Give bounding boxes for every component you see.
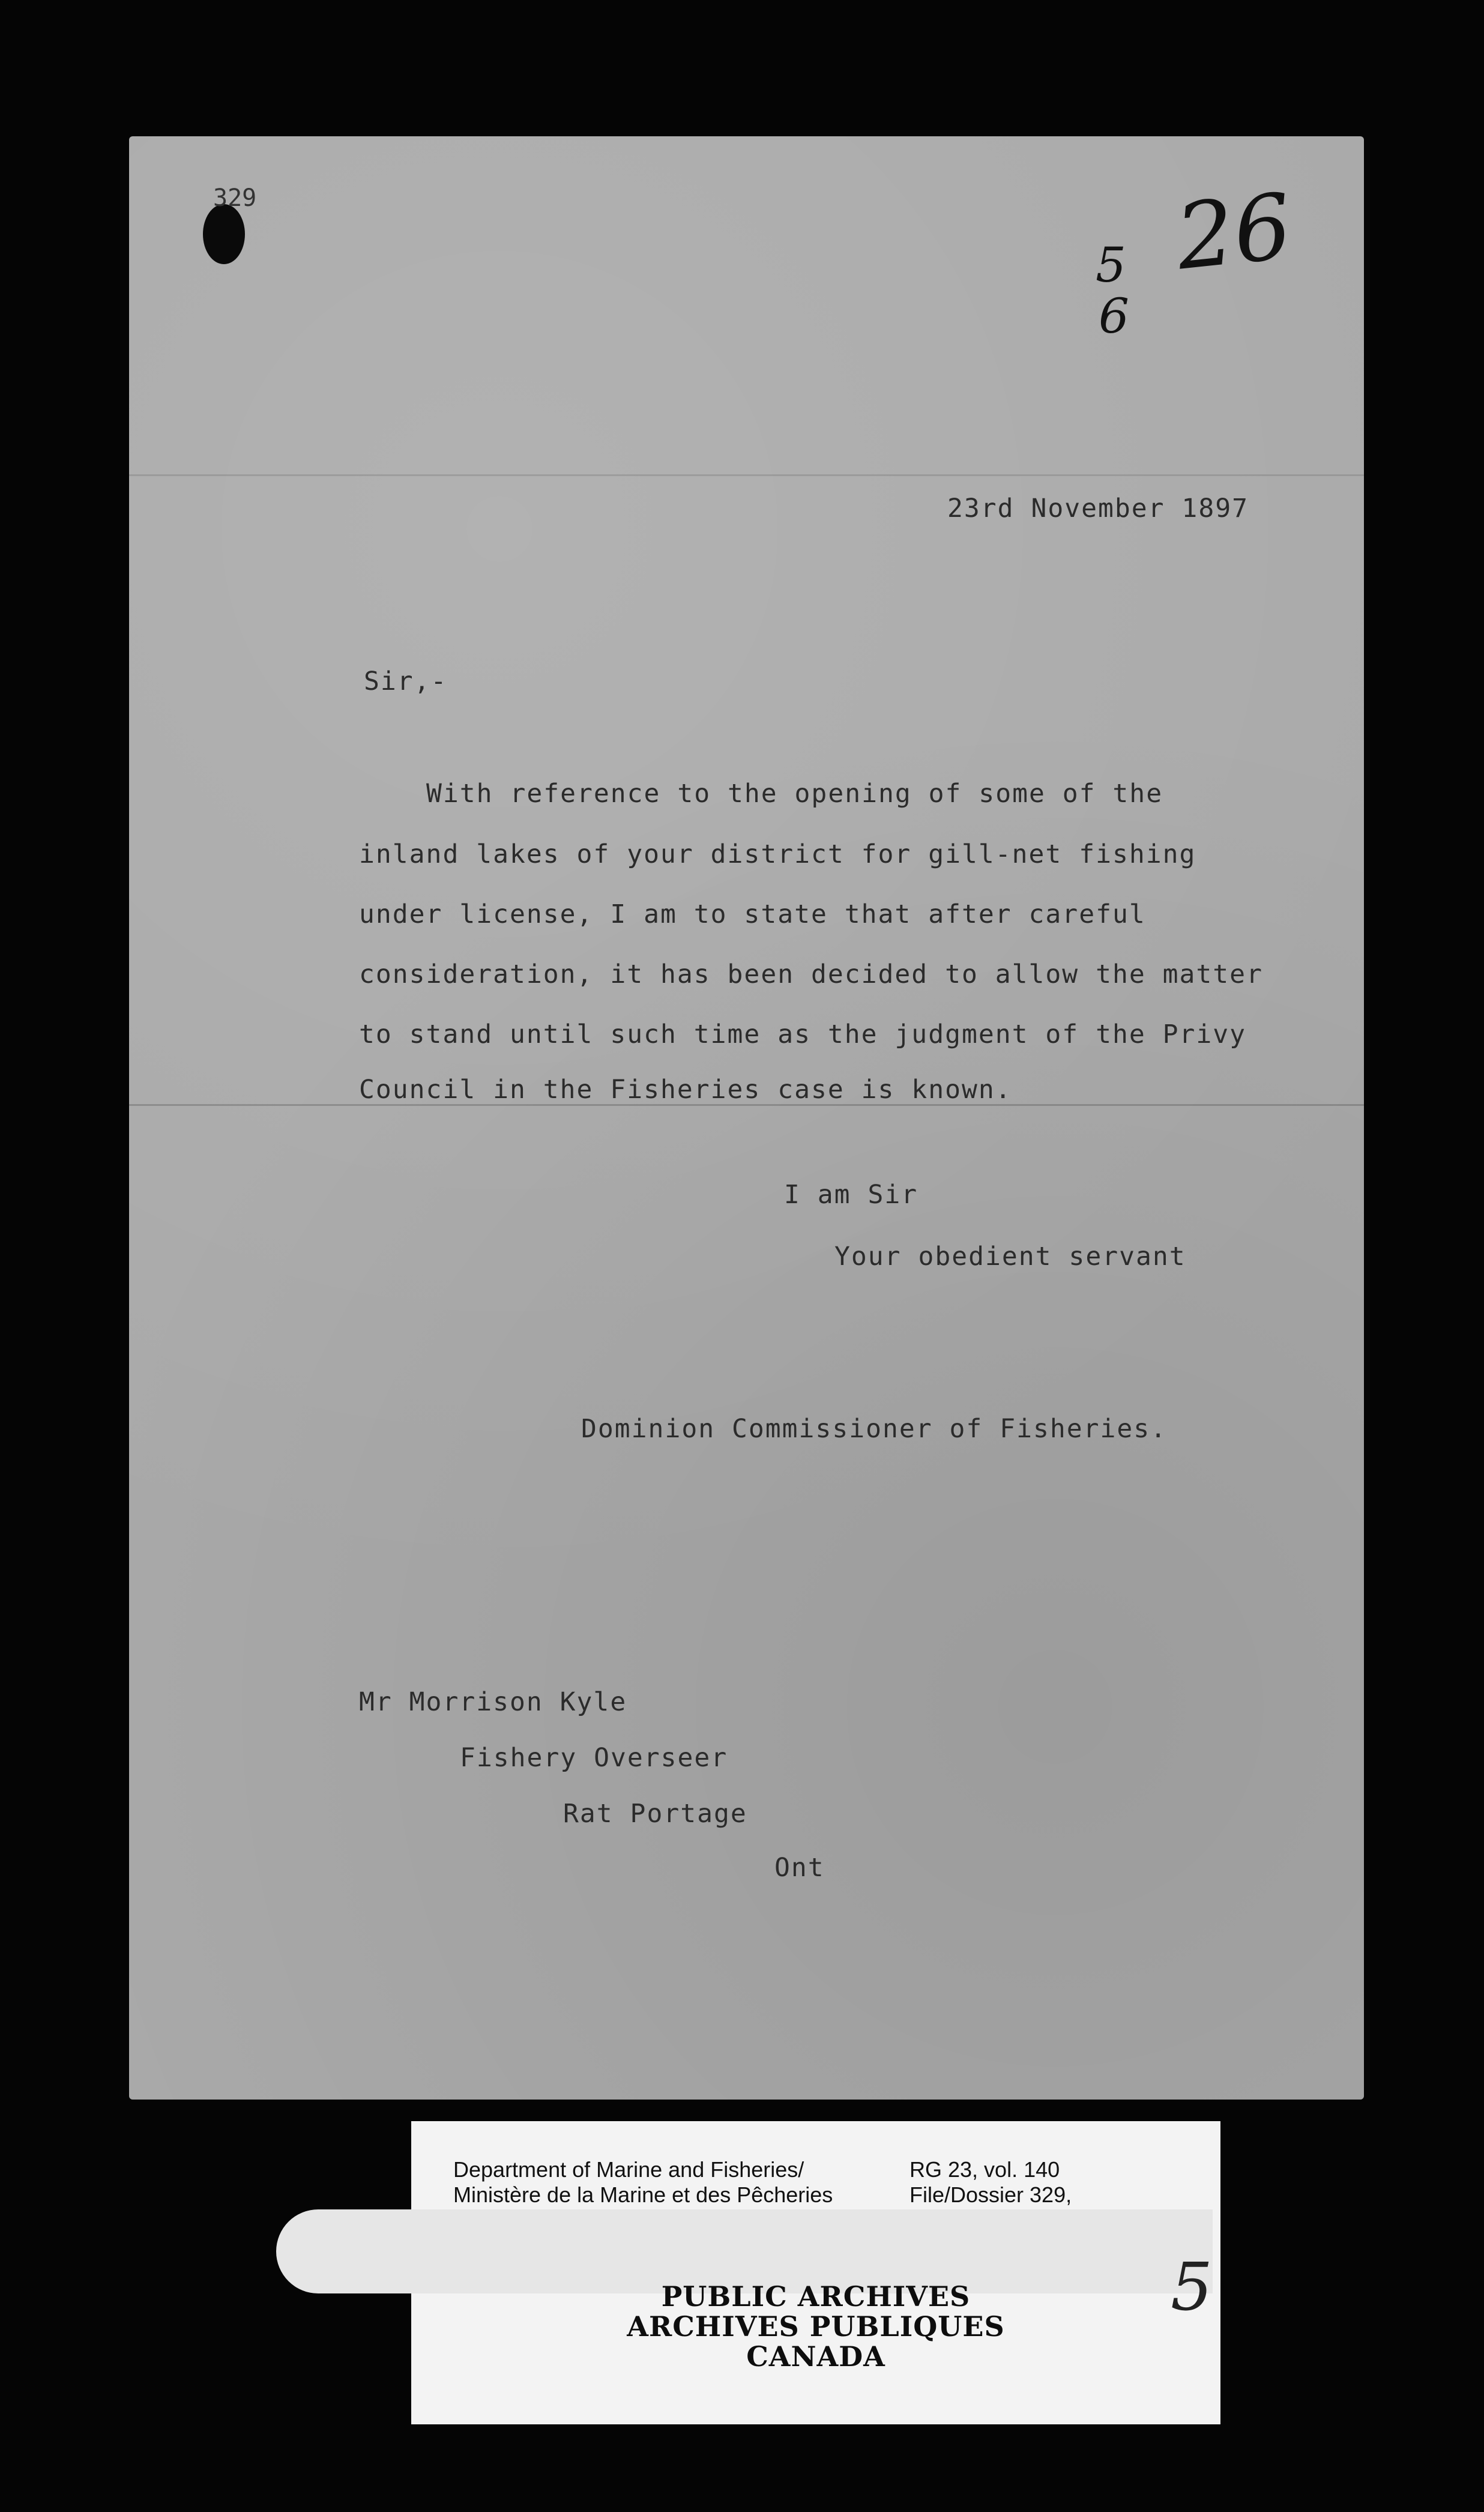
stamp-line-1: PUBLIC ARCHIVES [661, 2280, 971, 2313]
body-line-3: under license, I am to state that after careful [359, 899, 1146, 929]
stamp-line-2: ARCHIVES PUBLIQUES [627, 2310, 1005, 2343]
body-line-6: Council in the Fisheries case is known. [359, 1075, 1012, 1105]
handwritten-page-number: 26 [1171, 174, 1297, 291]
label-department [453, 2157, 833, 2208]
handwritten-fraction-top: 5 [1096, 237, 1126, 293]
addressee-town: Rat Portage [563, 1799, 747, 1829]
salutation: Sir,- [364, 666, 448, 696]
department-en: Department of Marine and Fisheries/ [453, 2157, 804, 2182]
closing-1: I am Sir [784, 1180, 918, 1210]
closing-2: Your obedient servant [834, 1242, 1186, 1272]
department-fr: Ministère de la Marine et des Pêcheries [453, 2182, 833, 2207]
addressee-name: Mr Morrison Kyle [359, 1687, 627, 1717]
letter-date: 23rd November 1897 [947, 494, 1249, 524]
addressee-province: Ont [774, 1853, 825, 1883]
stamp-mark: 5 [1171, 2248, 1213, 2325]
punch-hole [203, 204, 245, 264]
addressee-title: Fishery Overseer [460, 1743, 728, 1773]
archives-stamp [411, 2281, 1220, 2372]
body-line-5: to stand until such time as the judgment of the Privy [359, 1019, 1247, 1049]
handwritten-fraction-bottom: 6 [1099, 288, 1129, 344]
fold-line-upper [129, 474, 1364, 476]
file-number: 329 [213, 184, 257, 212]
reference-2: File/Dossier 329, [909, 2182, 1072, 2207]
body-line-4: consideration, it has been decided to allow the matter [359, 959, 1263, 989]
body-line-1: With reference to the opening of some of the [426, 779, 1163, 809]
body-line-2: inland lakes of your district for gill-net fishing [359, 839, 1196, 869]
reference-1: RG 23, vol. 140 [909, 2157, 1060, 2182]
signature-title: Dominion Commissioner of Fisheries. [581, 1414, 1168, 1444]
stamp-line-3: CANADA [746, 2340, 885, 2373]
